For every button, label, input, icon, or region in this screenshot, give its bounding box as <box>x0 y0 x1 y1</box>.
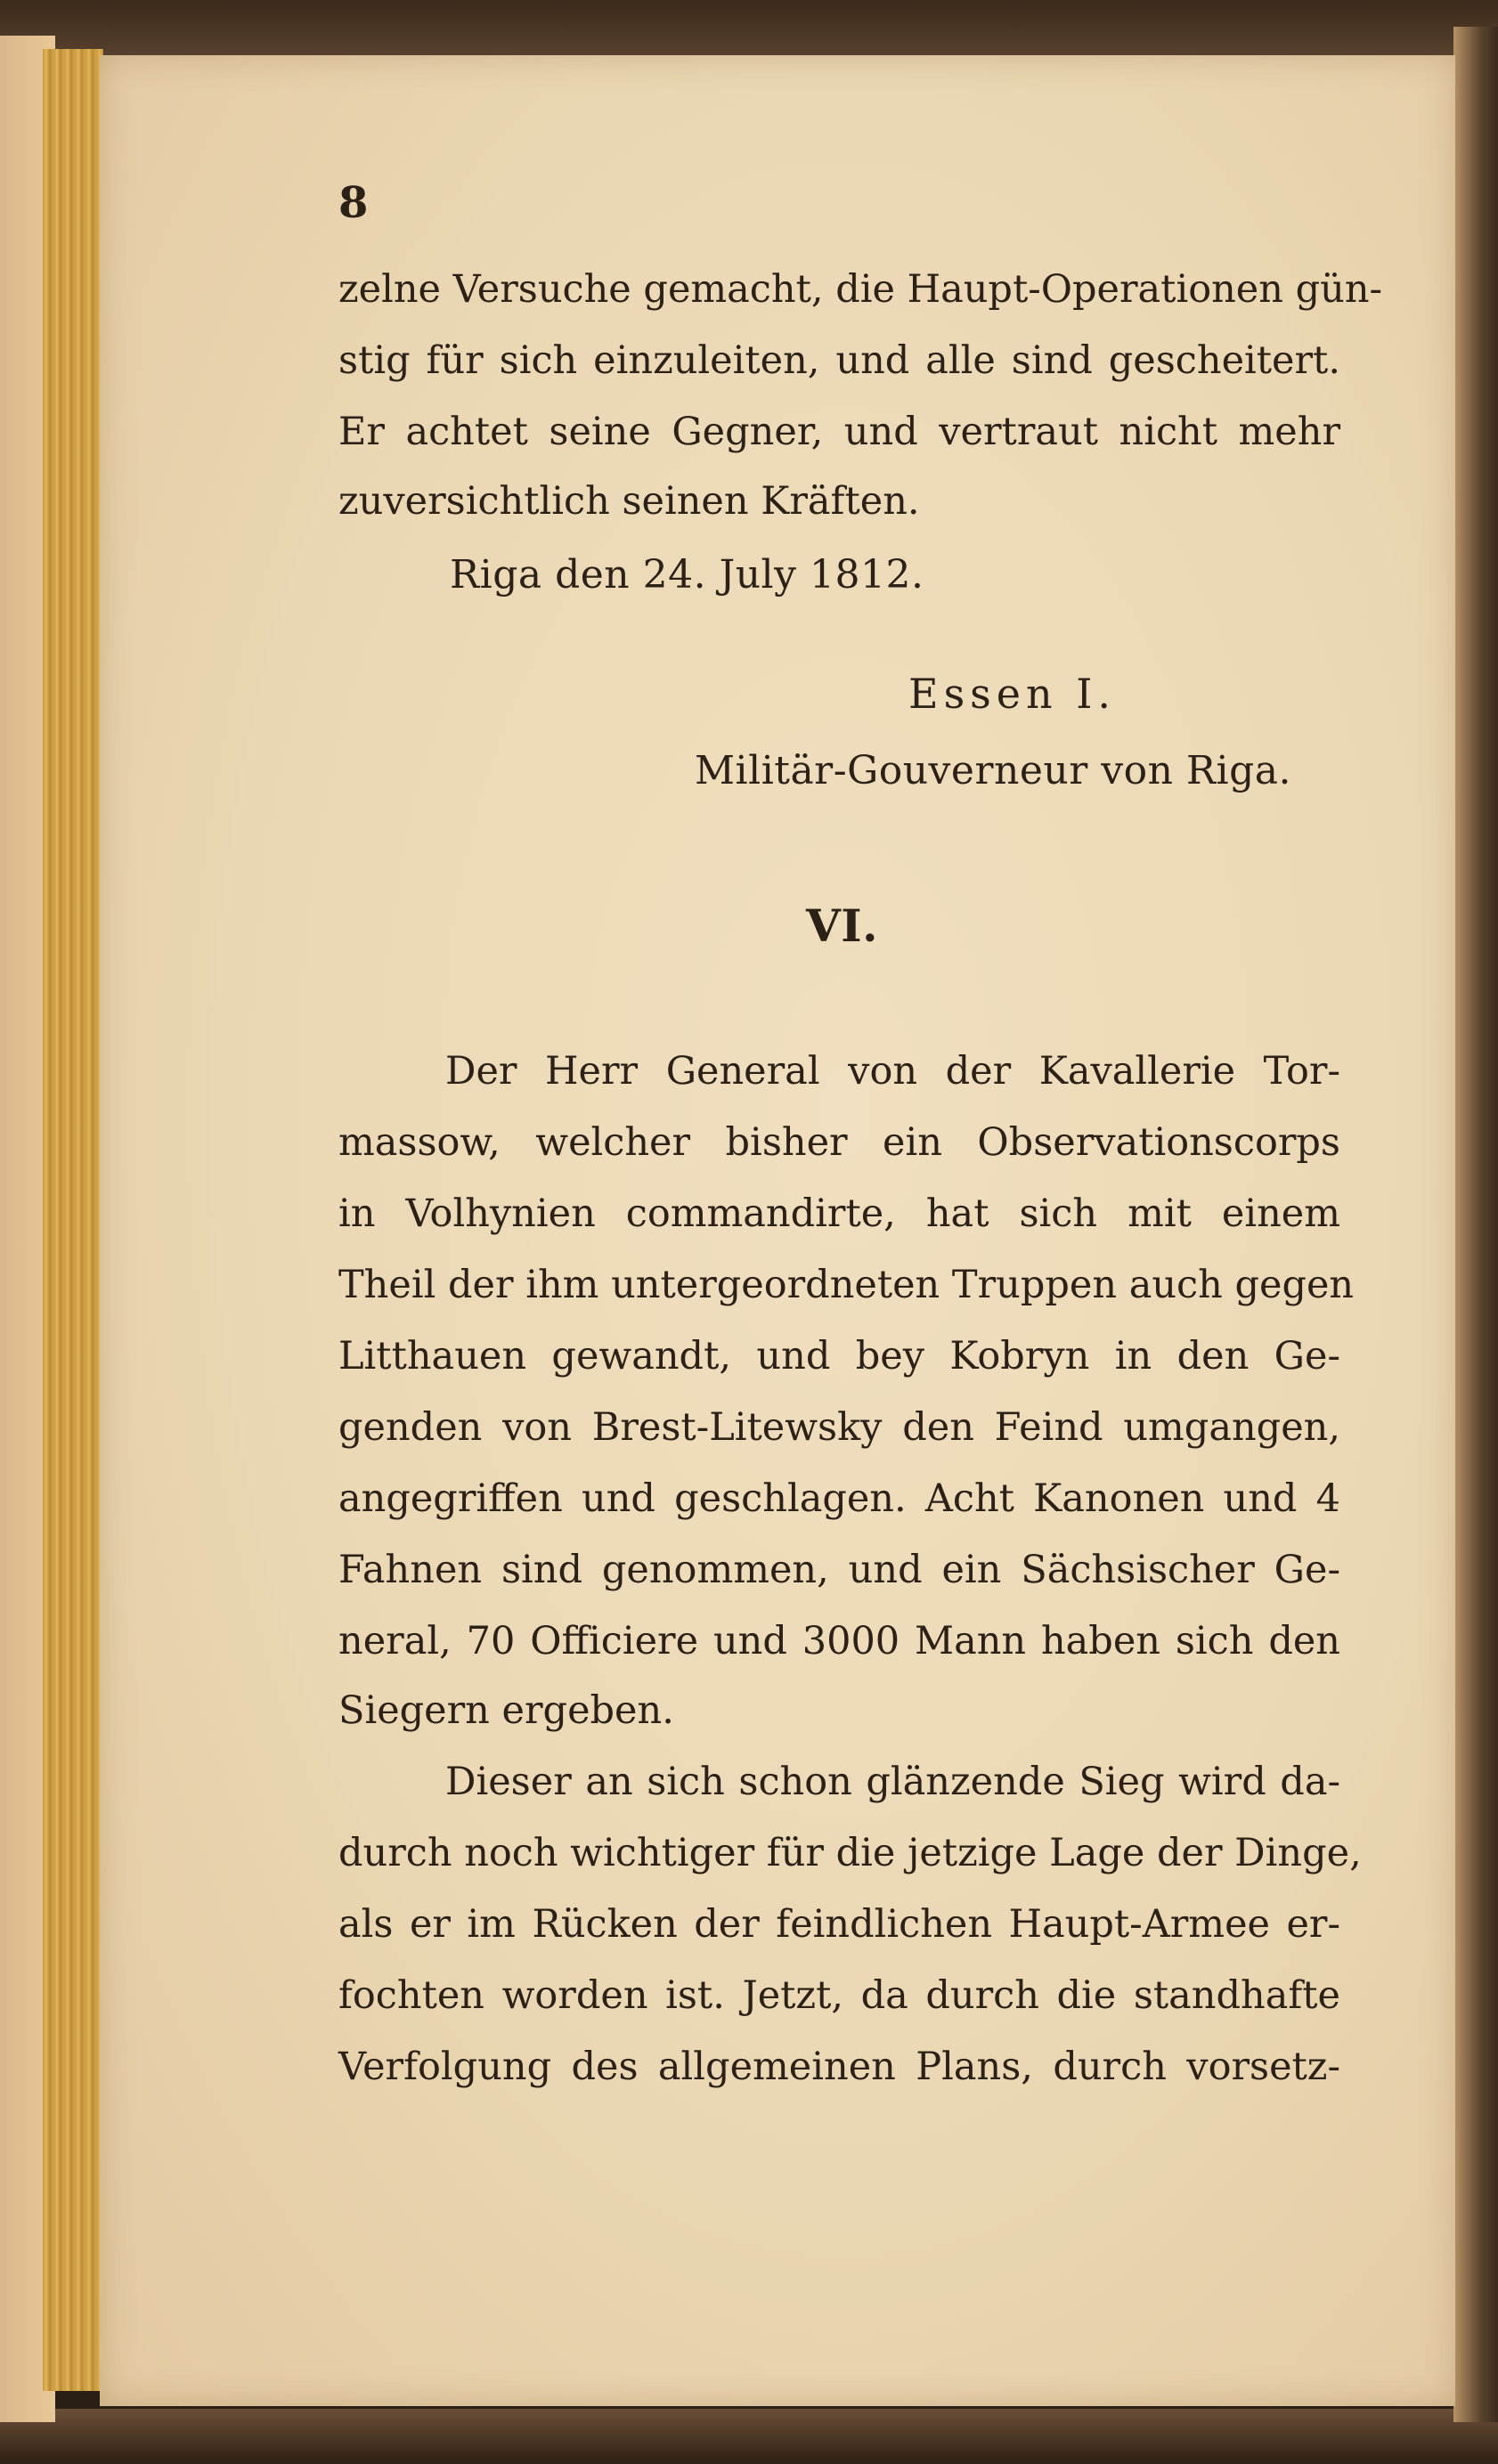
text-line: Der Herr General von der Kavallerie Tor- <box>445 1049 1340 1094</box>
text-line: Dieser an sich schon glänzende Sieg wird da- <box>445 1760 1340 1804</box>
text-line: Litthauen gewandt, und bey Kobryn in den Ge- <box>338 1334 1340 1378</box>
text-line: Verfolgung des allgemeinen Plans, durch vorsetz- <box>338 2045 1340 2089</box>
text-line: neral, 70 Officiere und 3000 Mann haben sich den <box>338 1619 1340 1663</box>
gilt-page-edges <box>43 49 103 2391</box>
book-cover-top-edge <box>0 0 1498 62</box>
text-line: Siegern ergeben. <box>338 1688 674 1733</box>
text-line: in Volhynien commandirte, hat sich mit einem <box>338 1191 1340 1236</box>
dateline: Riga den 24. July 1812. <box>450 552 924 598</box>
signature-title: Militär-Gouverneur von Riga. <box>695 748 1291 793</box>
text-line: angegriffen und geschlagen. Acht Kanonen und 4 <box>338 1476 1340 1521</box>
page-number: 8 <box>338 178 369 228</box>
text-line: massow, welcher bisher ein Observationscorps <box>338 1120 1340 1165</box>
book-cover-bottom-edge <box>0 2409 1498 2464</box>
text-line: durch noch wichtiger für die jetzige Lage der Dinge, <box>338 1831 1362 1875</box>
signature-name: Essen I. <box>908 670 1117 718</box>
text-line: Er achtet seine Gegner, und vertraut nicht mehr <box>338 410 1340 454</box>
text-line: Theil der ihm untergeordneten Truppen auch gegen <box>338 1263 1355 1307</box>
text-line: stig für sich einzuleiten, und alle sind gescheitert. <box>338 338 1340 383</box>
book-spine-edge <box>1453 27 1498 2422</box>
text-line: zuversichtlich seinen Kräften. <box>338 479 920 524</box>
text-line: als er im Rücken der feindlichen Haupt-Armee er- <box>338 1902 1340 1947</box>
text-line: genden von Brest-Litewsky den Feind umgangen, <box>338 1405 1340 1450</box>
text-line: zelne Versuche gemacht, die Haupt-Operationen gün- <box>338 267 1383 312</box>
section-number: VI. <box>806 899 879 952</box>
text-line: fochten worden ist. Jetzt, da durch die standhafte <box>338 1973 1340 2018</box>
text-line: Fahnen sind genommen, und ein Sächsischer Ge- <box>338 1548 1340 1592</box>
